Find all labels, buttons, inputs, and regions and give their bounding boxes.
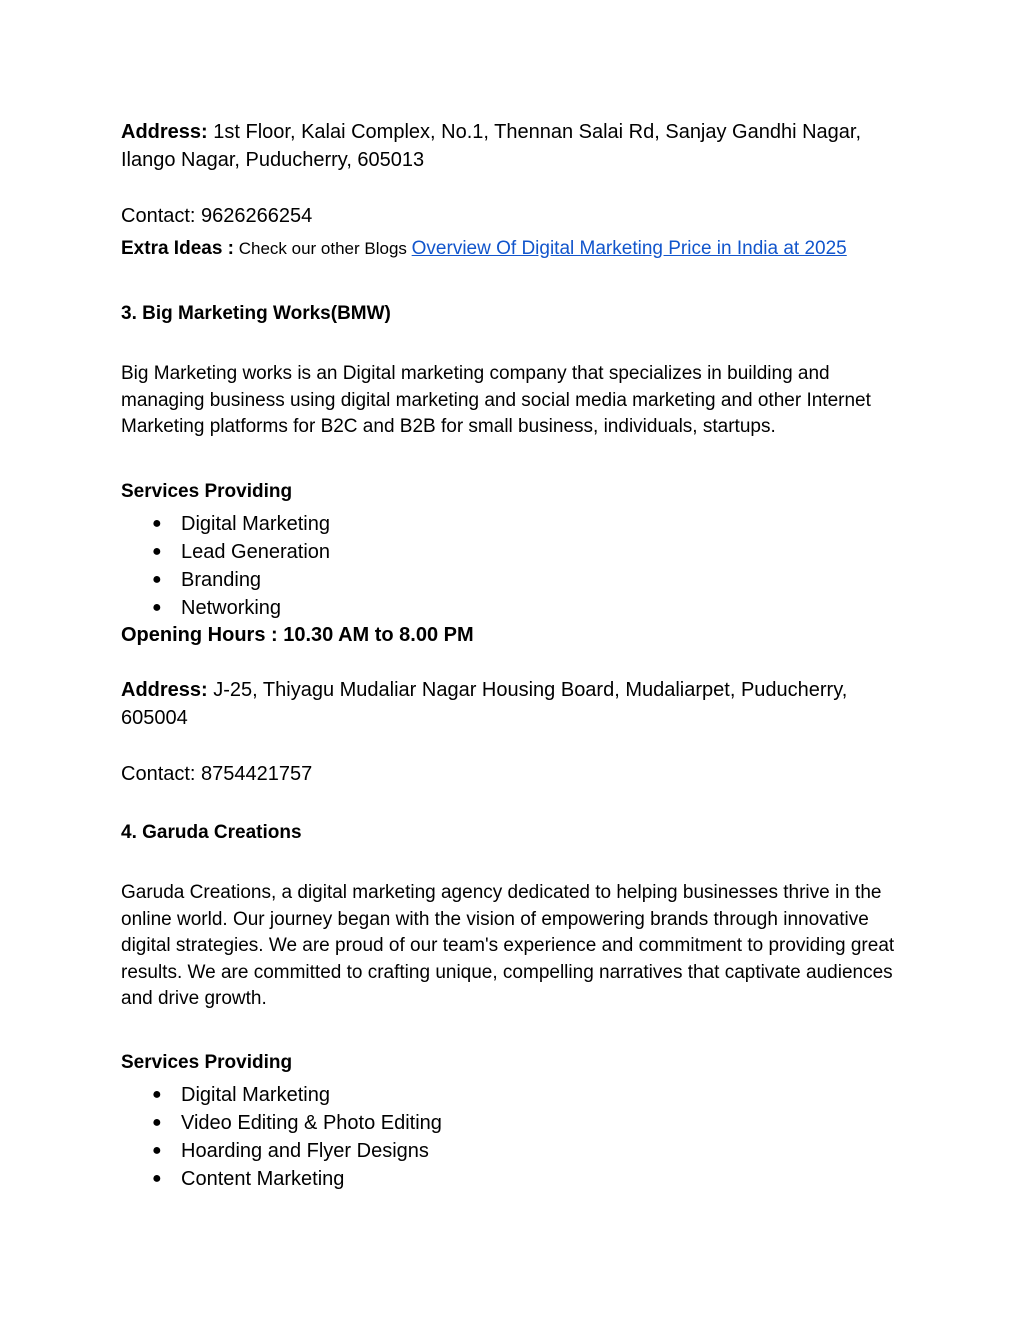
list-item-label: Networking	[181, 597, 282, 619]
bullet-icon: ●	[152, 599, 162, 616]
address-paragraph-1	[121, 118, 911, 174]
bullet-icon: ●	[152, 1142, 162, 1159]
address-paragraph-2	[121, 676, 911, 732]
bullet-icon: ●	[152, 1170, 162, 1187]
list-item-label: Digital Marketing	[181, 513, 330, 535]
section-heading-garuda: 4. Garuda Creations	[121, 822, 302, 843]
list-item	[121, 1137, 911, 1165]
blog-link[interactable]: Overview Of Digital Marketing Price in India at 2025	[411, 238, 847, 259]
extra-ideas-label: Extra Ideas :	[121, 238, 234, 259]
list-item	[121, 1165, 911, 1193]
list-item	[121, 510, 911, 538]
section-heading-bmw: 3. Big Marketing Works(BMW)	[121, 303, 391, 324]
list-item	[121, 538, 911, 566]
opening-hours: Opening Hours : 10.30 AM to 8.00 PM	[121, 624, 474, 646]
list-item-label: Video Editing & Photo Editing	[181, 1112, 442, 1134]
list-item-label: Digital Marketing	[181, 1084, 330, 1106]
list-item	[121, 1109, 911, 1137]
services-list-bmw	[121, 510, 911, 622]
list-item-label: Lead Generation	[181, 541, 331, 563]
services-list-garuda	[121, 1081, 911, 1193]
list-item	[121, 594, 911, 622]
list-item-label: Content Marketing	[181, 1168, 345, 1190]
address-label: Address:	[121, 121, 208, 143]
address-value: 1st Floor, Kalai Complex, No.1, Thennan Salai Rd, Sanjay Gandhi Nagar, Ilango Nagar, Puducherry, 605013	[121, 121, 862, 171]
contact-line-2: Contact: 8754421757	[121, 763, 313, 785]
address-label: Address:	[121, 679, 208, 701]
bullet-icon: ●	[152, 1086, 162, 1103]
list-item	[121, 566, 911, 594]
list-item-label: Branding	[181, 569, 262, 591]
extra-ideas-text: Check our other Blogs	[234, 239, 412, 258]
bullet-icon: ●	[152, 543, 162, 560]
services-heading-garuda: Services Providing	[121, 1052, 293, 1073]
garuda-description: Garuda Creations, a digital marketing agency dedicated to helping businesses thrive in the online world. Our journey began with the vision of empowering brands through innovative digital strategies. We are proud of our team's experience and commitment to providing great results. We are committed to crafting unique, compelling narratives that captivate audiences and drive growth.	[121, 882, 895, 1009]
contact-line-1: Contact: 9626266254	[121, 205, 313, 227]
bullet-icon: ●	[152, 571, 162, 588]
bullet-icon: ●	[152, 515, 162, 532]
list-item	[121, 1081, 911, 1109]
bullet-icon: ●	[152, 1114, 162, 1131]
extra-ideas-line	[121, 237, 911, 262]
address-value: J-25, Thiyagu Mudaliar Nagar Housing Board, Mudaliarpet, Puducherry, 605004	[121, 679, 848, 729]
list-item-label: Hoarding and Flyer Designs	[181, 1140, 429, 1162]
services-heading-bmw: Services Providing	[121, 481, 293, 502]
bmw-description: Big Marketing works is an Digital marketing company that specializes in building and managing business using digital marketing and social media marketing and other Internet Marketing platforms for B2C and B2B for small business, individuals, startups.	[121, 363, 871, 437]
